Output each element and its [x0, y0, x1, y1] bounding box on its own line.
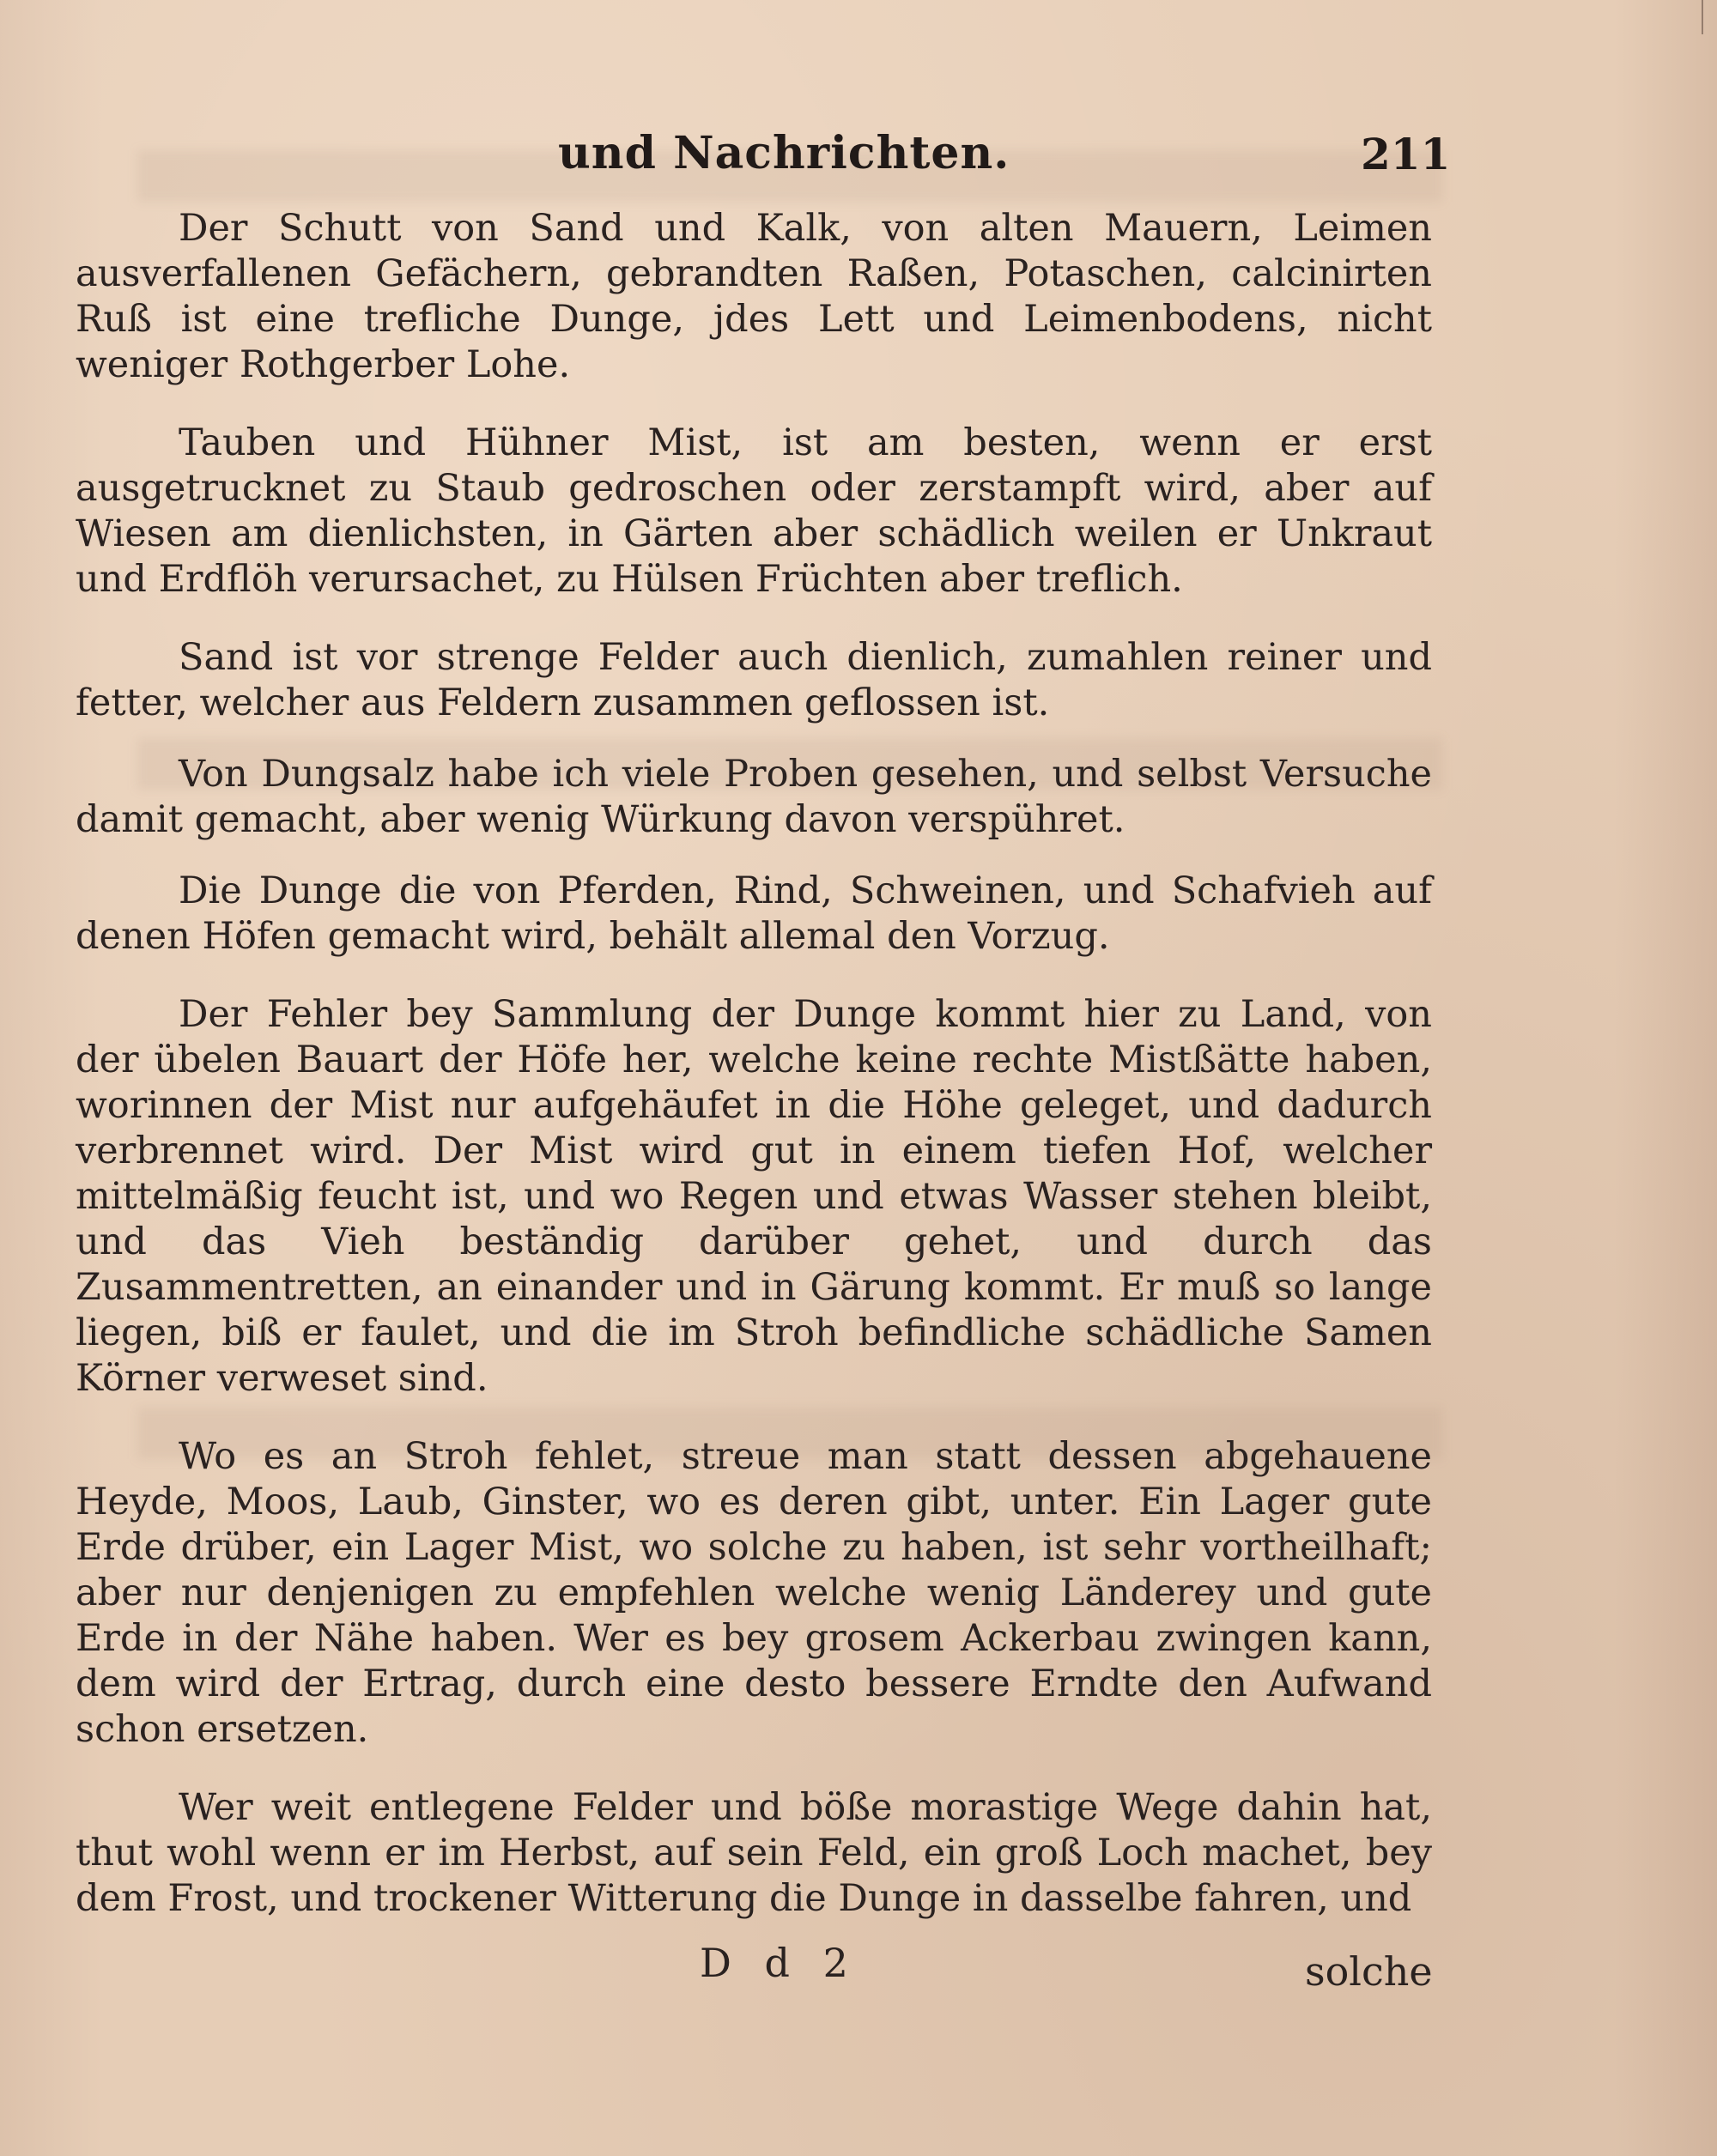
paragraph: Tauben und Hühner Mist, ist am besten, wenn er erst ausgetrucknet zu Staub gedroschen oder zerstampft wird, aber auf Wiesen am dienlichsten, in Gärten aber schädlich weilen er Unkraut und Erdflöh verursachet, zu Hülsen Früchten aber treflich.	[76, 421, 1432, 601]
page-number: 211	[1361, 129, 1451, 179]
paragraph: Wer weit entlegene Felder und böße morastige Wege dahin hat, thut wohl wenn er im Herbst, auf sein Feld, ein groß Loch machet, bey dem Frost, und trockener Witterung die Dunge in dasselbe fahren, und	[76, 1786, 1432, 1920]
paragraph: Von Dungsalz habe ich viele Proben gesehen, und selbst Versuche damit gemacht, aber wenig Würkung davon verspühret.	[76, 753, 1432, 841]
paragraph: Die Dunge die von Pferden, Rind, Schweinen, und Schafvieh auf denen Höfen gemacht wird, behält allemal den Vorzug.	[76, 869, 1432, 958]
paragraph: Wo es an Stroh fehlet, streue man statt dessen abgehauene Heyde, Moos, Laub, Ginster, wo es deren gibt, unter. Ein Lager gute Erde drüber, ein Lager Mist, wo solche zu haben, ist sehr vortheilhaft; aber nur denjenigen zu empfehlen welche wenig Länderey und gute Erde in der Nähe haben. Wer es bey grosem Ackerbau zwingen kann, dem wird der Ertrag, durch eine desto bessere Erndte den Aufwand schon ersetzen.	[76, 1435, 1432, 1751]
paragraph: Der Schutt von Sand und Kalk, von alten Mauern, Leimen ausverfallenen Gefächern, gebrandten Raßen, Potaschen, calcinirten Ruß ist eine trefliche Dunge, jdes Lett und Leimenbodens, nicht weniger Rothgerber Lohe.	[76, 207, 1432, 386]
page-edge-mark	[1702, 0, 1703, 34]
body-text	[76, 206, 1432, 1954]
catchword: solche	[1305, 1948, 1433, 1995]
paragraph: Der Fehler bey Sammlung der Dunge kommt hier zu Land, von der übelen Bauart der Höfe her, welche keine rechte Mistßätte haben, worinnen der Mist nur aufgehäufet in die Höhe geleget, und dadurch verbrennet wird. Der Mist wird gut in einem tiefen Hof, welcher mittelmäßig feucht ist, und wo Regen und etwas Wasser stehen bleibt, und das Vieh beständig darüber gehet, und durch das Zusammentretten, an einander und in Gärung kommt. Er muß so lange liegen, biß er faulet, und die im Stroh befindliche schädliche Samen Körner verweset sind.	[76, 993, 1432, 1400]
running-title: und Nachrichten.	[558, 127, 1010, 179]
signature-mark: D d 2	[700, 1940, 858, 1986]
paragraph: Sand ist vor strenge Felder auch dienlich, zumahlen reiner und fetter, welcher aus Feldern zusammen geflossen ist.	[76, 636, 1432, 724]
